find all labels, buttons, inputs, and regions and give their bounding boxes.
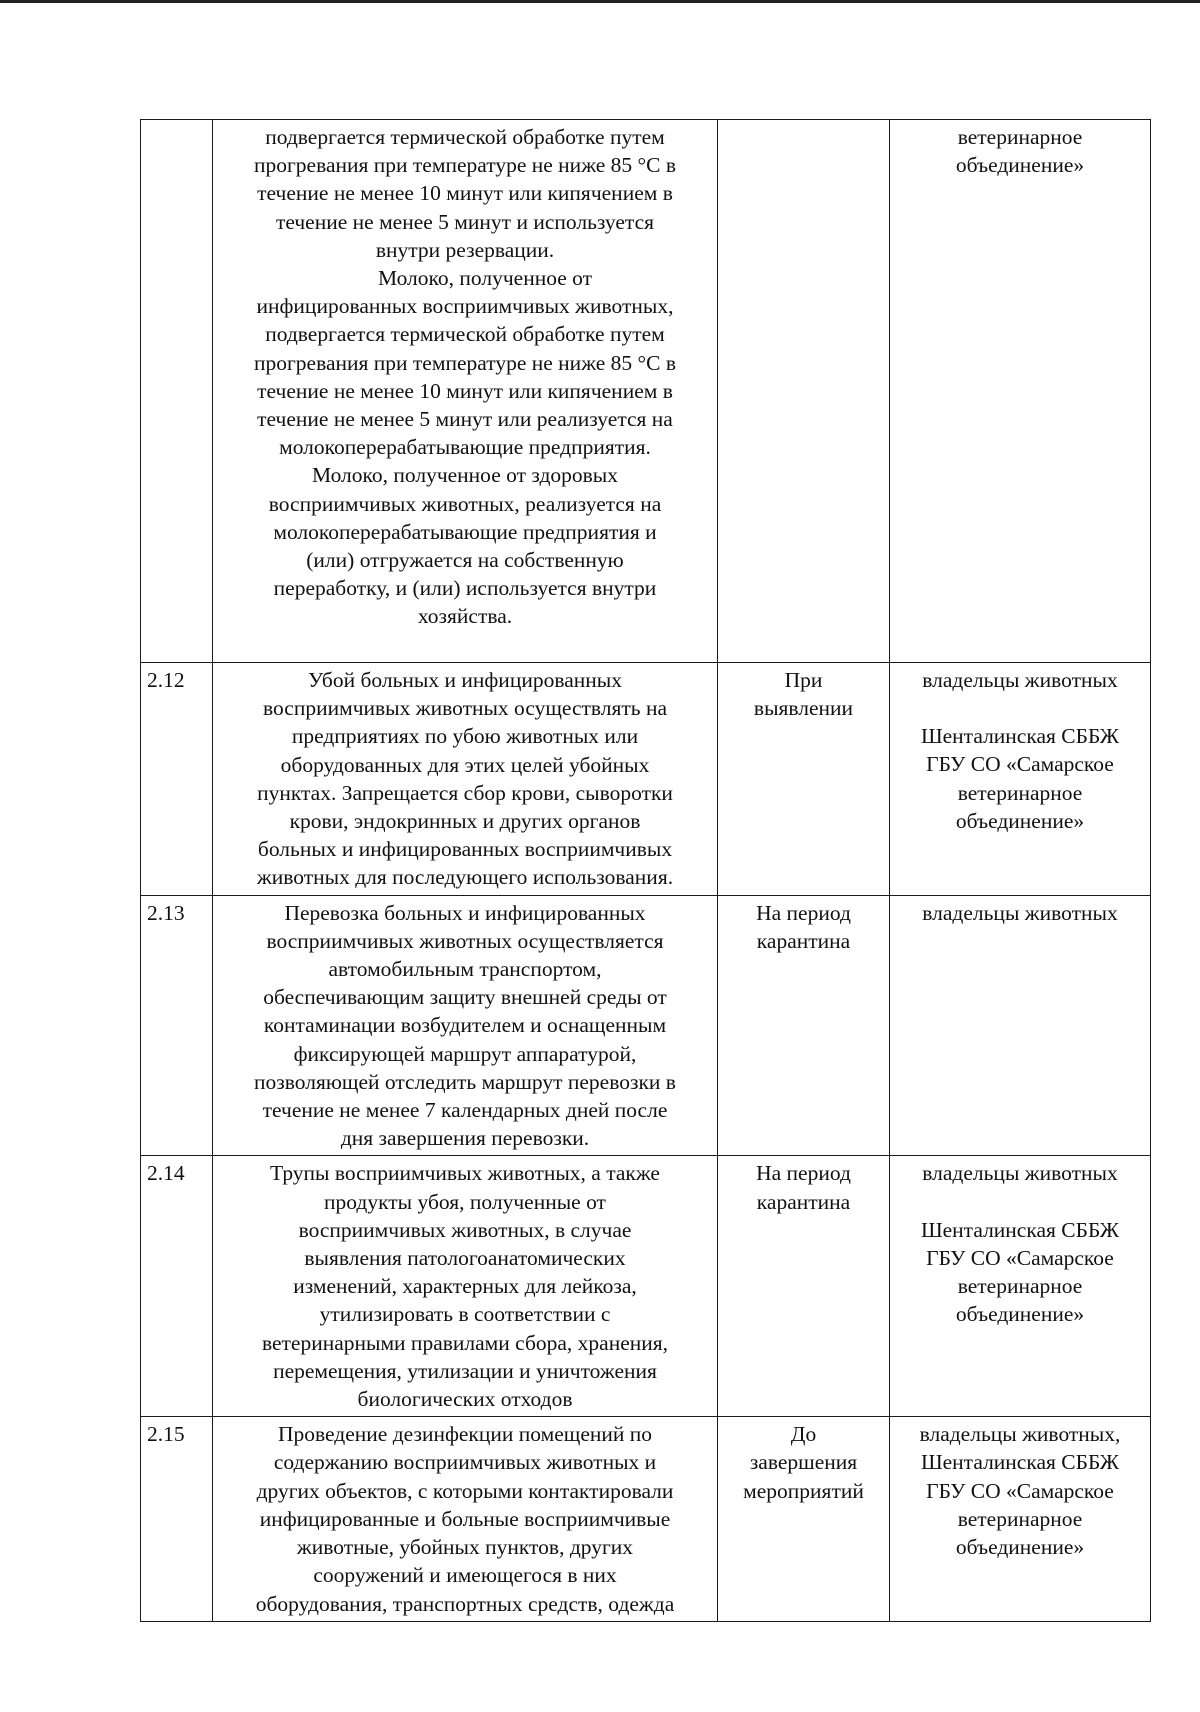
- description-line: течение не менее 5 минут или реализуется на: [257, 407, 673, 432]
- description-line: переработку, и (или) используется внутри: [273, 576, 657, 601]
- description-line: утилизировать в соответствии с: [319, 1302, 611, 1327]
- measure-responsible: [890, 1156, 1151, 1417]
- measure-responsible: [890, 663, 1151, 896]
- table-row: [141, 895, 1151, 1156]
- table-row: [141, 663, 1151, 896]
- description-line: (или) отгружается на собственную: [306, 548, 624, 573]
- table-row: [141, 1417, 1151, 1621]
- measure-responsible: [890, 1417, 1151, 1621]
- description-line: выявления патологоанатомических: [304, 1246, 626, 1271]
- description-line: обеспечивающим защиту внешней среды от: [263, 985, 667, 1010]
- description-line: оборудованных для этих целей убойных: [280, 752, 650, 777]
- description-line: перемещения, утилизации и уничтожения: [273, 1358, 657, 1383]
- row-number: [141, 120, 213, 663]
- measure-responsible: [890, 895, 1151, 1156]
- description-line: продукты убоя, полученные от: [324, 1189, 606, 1214]
- responsible-line: владельцы животных: [922, 900, 1118, 925]
- description-line: больных и инфицированных восприимчивых: [257, 837, 673, 862]
- description-line: прогревания при температуре не ниже 85 °С в: [253, 350, 677, 375]
- timing-line: На период: [756, 900, 851, 925]
- description-line: подвергается термической обработке путем: [265, 125, 665, 149]
- measure-description: [213, 663, 718, 896]
- description-line: изменений, характерных для лейкоза,: [293, 1274, 637, 1299]
- description-line: Трупы восприимчивых животных, а также: [270, 1161, 660, 1186]
- timing-line: мероприятий: [743, 1478, 864, 1503]
- description-line: молокоперерабатывающие предприятия.: [279, 435, 651, 460]
- timing-line: завершения: [749, 1450, 858, 1475]
- responsible-line: ветеринарное: [957, 1274, 1083, 1299]
- description-line: течение не менее 10 минут или кипячением в: [257, 378, 673, 403]
- responsible-line: объединение»: [955, 153, 1085, 178]
- measure-responsible: [890, 120, 1151, 663]
- responsible-line: владельцы животных: [922, 668, 1118, 692]
- description-line: ветеринарными правилами сбора, хранения,: [261, 1330, 669, 1355]
- description-line: контаминации возбудителем и оснащенным: [263, 1013, 667, 1038]
- responsible-line: Шенталинская СББЖ: [920, 1217, 1120, 1242]
- responsible-line: Шенталинская СББЖ: [920, 1450, 1120, 1475]
- responsible-line: объединение»: [955, 808, 1085, 833]
- description-line: пунктах. Запрещается сбор крови, сыворотки: [257, 780, 673, 805]
- description-line: прогревания при температуре не ниже 85 °С в: [253, 153, 677, 178]
- description-line: инфицированных восприимчивых животных,: [256, 294, 674, 319]
- measures-table: [140, 119, 1151, 1622]
- measure-description: [213, 1156, 718, 1417]
- measure-timing: [718, 1417, 890, 1621]
- description-line: хозяйства.: [417, 604, 513, 629]
- description-line: животных для последующего использования.: [256, 865, 674, 890]
- measure-timing: [718, 895, 890, 1156]
- table-row: [141, 120, 1151, 663]
- responsible-line: владельцы животных: [922, 1161, 1118, 1186]
- row-number: 2.12: [141, 663, 213, 896]
- description-line: Убой больных и инфицированных: [308, 668, 622, 692]
- responsible-gap: [896, 694, 1144, 722]
- responsible-line: ГБУ СО «Самарское: [926, 1245, 1114, 1270]
- description-line: восприимчивых животных, в случае: [298, 1217, 632, 1242]
- timing-line: На период: [756, 1161, 851, 1186]
- measure-description: [213, 120, 718, 663]
- measure-timing: [718, 1156, 890, 1417]
- measure-timing: [718, 120, 890, 663]
- measure-timing: [718, 663, 890, 896]
- description-line: Молоко, полученное от здоровых: [311, 463, 618, 488]
- page-top-border: [0, 0, 1200, 3]
- description-line: фиксирующей маршрут аппаратурой,: [293, 1041, 637, 1066]
- row-number: 2.15: [141, 1417, 213, 1621]
- description-line: течение не менее 5 минут и используется: [275, 209, 655, 234]
- description-line: позволяющей отследить маршрут перевозки в: [254, 1069, 676, 1094]
- description-line: оборудования, транспортных средств, одежда: [255, 1591, 675, 1616]
- description-line: крови, эндокринных и других органов: [289, 809, 641, 834]
- description-line: внутри резервации.: [375, 237, 555, 262]
- description-line: дня завершения перевозки.: [340, 1126, 590, 1151]
- timing-line: карантина: [756, 1189, 851, 1214]
- row-number: 2.14: [141, 1156, 213, 1417]
- measure-description: [213, 895, 718, 1156]
- table-row: [141, 1156, 1151, 1417]
- responsible-gap: [896, 1188, 1144, 1216]
- responsible-line: ветеринарное: [957, 780, 1083, 805]
- description-line: Молоко, полученное от: [378, 266, 592, 291]
- description-line: предприятиях по убою животных или: [291, 724, 639, 749]
- responsible-line: владельцы животных,: [919, 1422, 1121, 1447]
- description-line: Перевозка больных и инфицированных: [284, 900, 646, 925]
- description-line: сооружений и имеющегося в них: [313, 1563, 617, 1588]
- description-line: содержанию восприимчивых животных и: [273, 1450, 657, 1475]
- description-line: восприимчивых животных, реализуется на: [268, 491, 662, 516]
- description-line: течение не менее 10 минут или кипячением в: [257, 181, 673, 206]
- measures-table-body: [141, 120, 1151, 1622]
- responsible-line: Шенталинская СББЖ: [920, 724, 1120, 749]
- row-number: 2.13: [141, 895, 213, 1156]
- description-line: животные, убойных пунктов, других: [296, 1535, 634, 1560]
- description-line: подвергается термической обработке путем: [265, 322, 665, 347]
- description-line: восприимчивых животных осуществляется: [266, 928, 664, 953]
- description-line: инфицированные и больные восприимчивые: [259, 1506, 671, 1531]
- description-line: автомобильным транспортом,: [328, 957, 602, 982]
- description-line: молокоперерабатывающие предприятия и: [273, 519, 657, 544]
- description-line: других объектов, с которыми контактировали: [256, 1478, 674, 1503]
- responsible-line: ГБУ СО «Самарское: [926, 1478, 1114, 1503]
- timing-line: При: [784, 668, 823, 692]
- description-line: Проведение дезинфекции помещений по: [277, 1422, 653, 1447]
- responsible-line: ветеринарное: [957, 1506, 1083, 1531]
- description-line: течение не менее 7 календарных дней после: [262, 1098, 668, 1123]
- description-line: восприимчивых животных осуществлять на: [262, 696, 668, 721]
- timing-line: До: [790, 1422, 817, 1447]
- responsible-line: объединение»: [955, 1535, 1085, 1560]
- responsible-line: ветеринарное: [957, 125, 1083, 149]
- measure-description: [213, 1417, 718, 1621]
- timing-line: выявлении: [753, 696, 854, 721]
- timing-line: карантина: [756, 928, 851, 953]
- description-line: биологических отходов: [357, 1387, 573, 1412]
- responsible-line: объединение»: [955, 1302, 1085, 1327]
- responsible-line: ГБУ СО «Самарское: [926, 752, 1114, 777]
